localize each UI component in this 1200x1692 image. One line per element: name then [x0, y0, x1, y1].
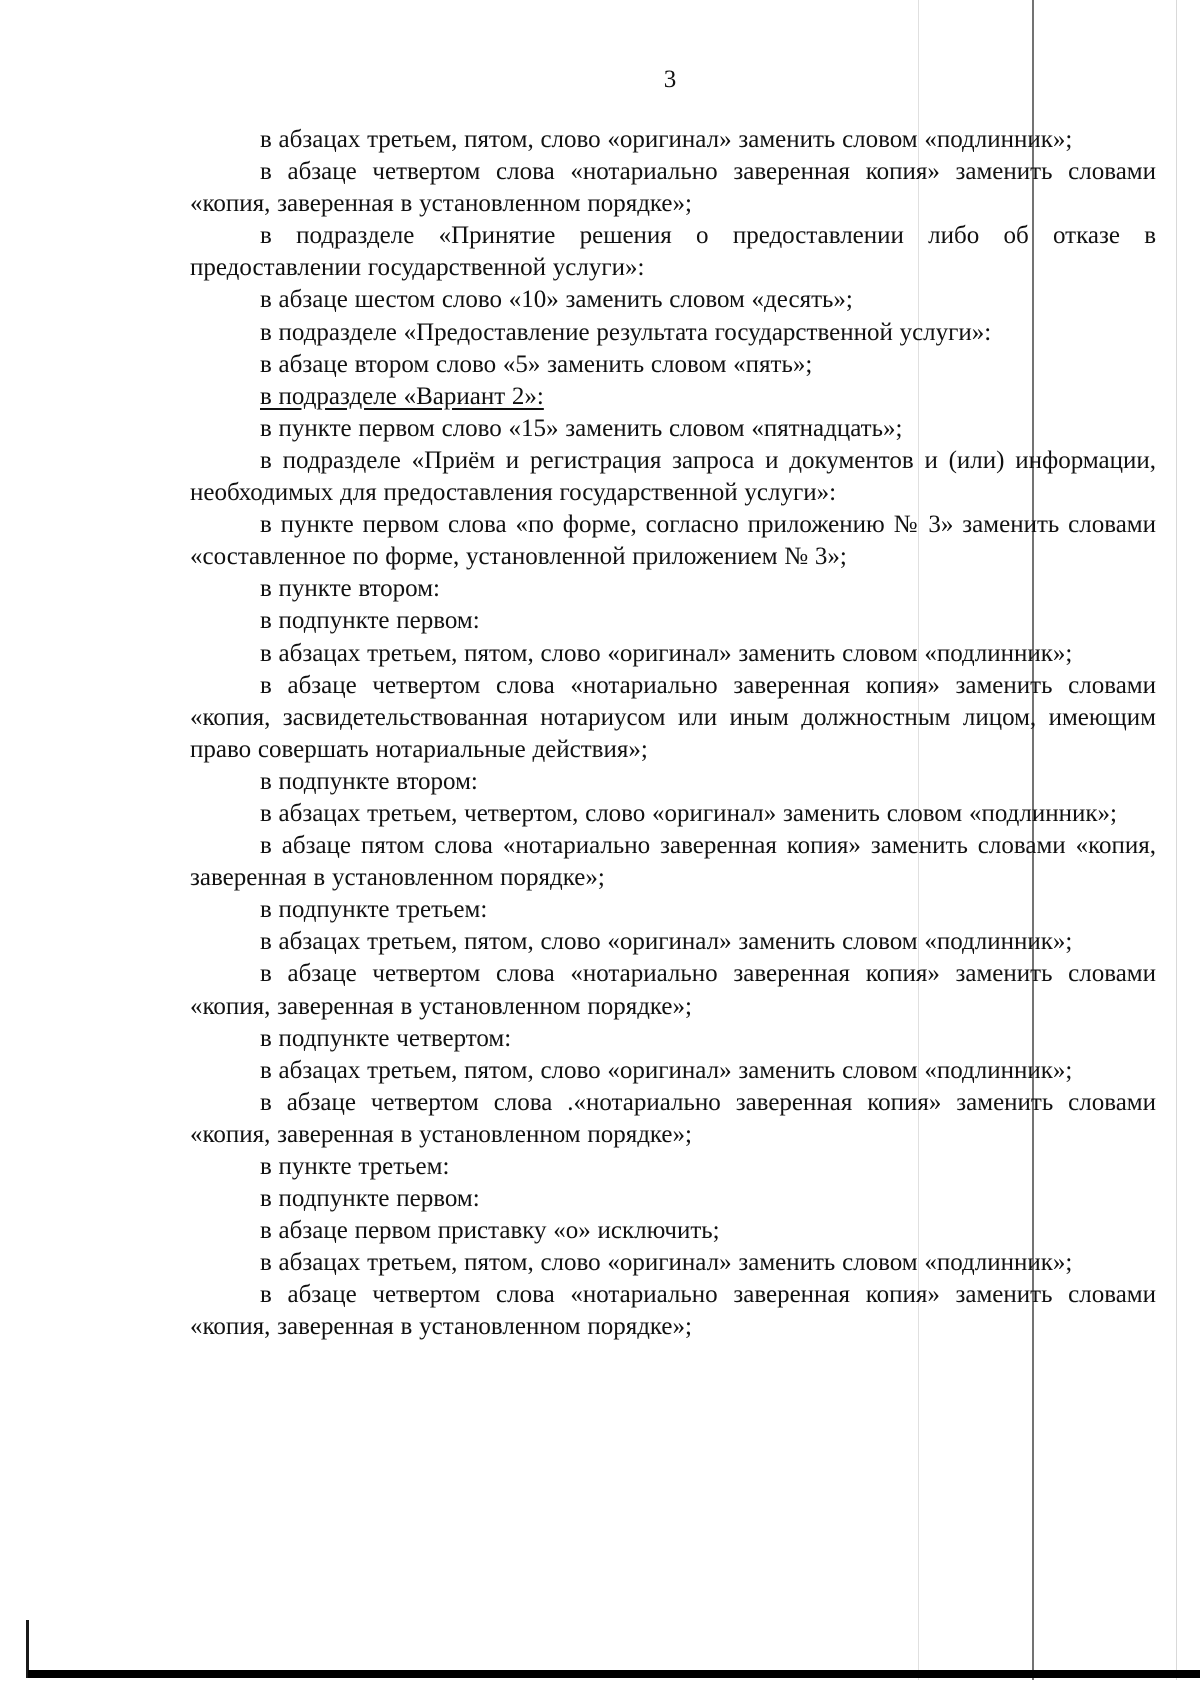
paragraph: в подпункте первом:: [260, 1185, 480, 1213]
paragraph: в пункте первом слово «15» заменить словом «пятнадцать»;: [260, 414, 903, 442]
paragraph: в абзаце четвертом слова .«нотариально заверенная копия» заменить словами «копия, заверенная в установленном порядке»;: [190, 1088, 1156, 1148]
paragraph: в абзаце четвертом слова «нотариально заверенная копия» заменить словами «копия, заверенная в установленном порядке»;: [190, 158, 1156, 218]
page-number: 3: [663, 66, 677, 93]
paragraph: в абзацах третьем, четвертом, слово «оригинал» заменить словом «подлинник»;: [260, 799, 1117, 827]
scan-artifact-edge: [28, 1670, 1200, 1678]
paragraph: в абзацах третьем, пятом, слово «оригинал» заменить словом «подлинник»;: [260, 928, 1073, 956]
paragraph: в пункте третьем:: [260, 1153, 450, 1180]
paragraph: в подпункте первом:: [260, 607, 480, 635]
paragraph: в абзаце втором слово «5» заменить словом «пять»;: [260, 350, 813, 378]
paragraph: в абзаце четвертом слова «нотариально заверенная копия» заменить словами «копия, заверенная в установленном порядке»;: [190, 960, 1156, 1020]
paragraph: в абзацах третьем, пятом, слово «оригинал» заменить словом «подлинник»;: [260, 1056, 1073, 1084]
paragraph: в подразделе «Принятие решения о предоставлении либо об отказе в предоставлении государственной услуги»:: [190, 222, 1156, 282]
paragraph: в подпункте четвертом:: [260, 1024, 512, 1052]
paragraph: в абзаце четвертом слова «нотариально заверенная копия» заменить словами «копия, засвидетельствованная нотариусом или иным должностным лицом, имеющим право совершать нотариальные действия»;: [190, 671, 1156, 763]
paragraph: в подпункте втором:: [260, 767, 478, 795]
scan-artifact-line: [1176, 0, 1177, 1680]
paragraph: в абзаце первом приставку «о» исключить;: [260, 1217, 720, 1245]
paragraph: в абзацах третьем, пятом, слово «оригинал» заменить словом «подлинник»;: [260, 126, 1073, 153]
paragraph: в абзаце пятом слова «нотариально заверенная копия» заменить словами «копия, заверенная в установленном порядке»;: [190, 832, 1156, 892]
paragraph: в подпункте третьем:: [260, 896, 488, 924]
paragraph: в абзаце четвертом слова «нотариально заверенная копия» заменить словами «копия, заверенная в установленном порядке»;: [190, 1281, 1156, 1341]
paragraph-underlined: [190, 381, 1156, 413]
paragraph: в пункте втором:: [260, 575, 440, 603]
paragraph: в абзацах третьем, пятом, слово «оригинал» заменить словом «подлинник»;: [260, 639, 1073, 667]
underlined-text: в подразделе «Вариант 2»:: [260, 382, 544, 410]
document-body: [190, 124, 1156, 1344]
paragraph: в подразделе «Предоставление результата государственной услуги»:: [260, 318, 992, 346]
paragraph: в абзацах третьем, пятом, слово «оригинал» заменить словом «подлинник»;: [260, 1249, 1073, 1277]
paragraph: в абзаце шестом слово «10» заменить словом «десять»;: [260, 286, 853, 314]
paragraph: в пункте первом слова «по форме, согласно приложению № 3» заменить словами «составленное по форме, установленной приложением № 3»;: [190, 511, 1156, 571]
paragraph: в подразделе «Приём и регистрация запроса и документов и (или) информации, необходимых для предоставления государственной услуги»:: [190, 446, 1156, 507]
